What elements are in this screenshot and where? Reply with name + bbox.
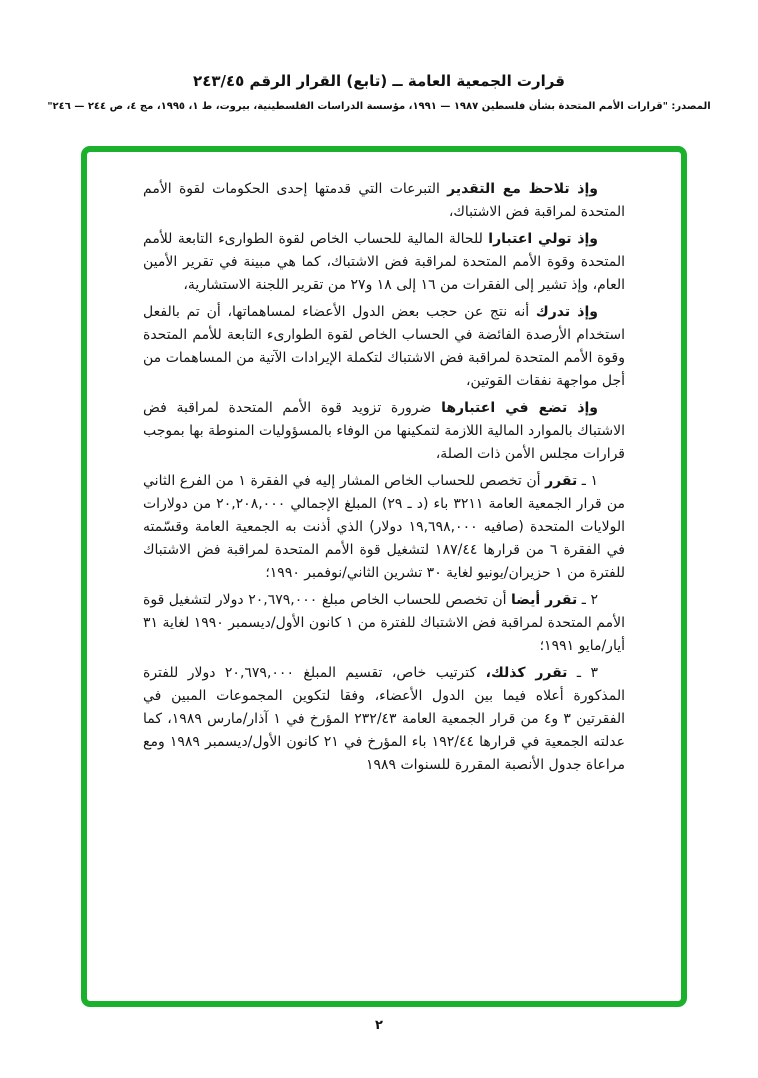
operative-paragraph-3 (143, 662, 625, 777)
paragraph-bearing-in-mind (143, 397, 625, 466)
paragraph-noting (143, 178, 625, 224)
paragraph-text: أن تخصص للحساب الخاص مبلغ ٢٠,٦٧٩,٠٠٠ دولار لتشغيل قوة الأمم المتحدة لمراقبة فض الاشتباك للفترة من ١ كانون الأول/ديسمبر ١٩٩٠ لغاية ٣١ أيار/مايو ١٩٩١؛ (143, 592, 625, 654)
resolution-body (143, 178, 625, 777)
paragraph-text: أن تخصص للحساب الخاص المشار إليه في الفقرة ١ من الفرع الثاني من قرار الجمعية العامة ٣٢١١ باء (د ـ ٢٩) المبلغ الإجمالي ٢٠,٢٠٨,٠٠٠ من دولارات الولايات المتحدة (صافيه ١٩,٦٩٨,٠٠٠ دولار) الذي أذنت به الجمعية العامة وقسّمته في الفقرة ٦ من قرارها ١٨٧/٤٤ لتشغيل قوة الأمم المتحدة لمراقبة فض الاشتباك للفترة من ١ حزيران/يونيو لغاية ٣٠ تشرين الثاني/نوفمبر ١٩٩٠؛ (143, 473, 626, 581)
paragraph-text: للحالة المالية للحساب الخاص لقوة الطوارىء التابعة للأمم المتحدة وقوة الأمم المتحدة لمراقبة فض الاشتباك، كما هي مبينة في تقرير الأمين العام، وإذ تشير إلى الفقرات من ١٦ إلى ١٨ و٢٧ من تقرير اللجنة الاستشارية، (143, 231, 625, 293)
source-citation-line: المصدر: "قرارات الأمم المتحدة بشأن فلسطين ١٩٨٧ — ١٩٩١، مؤسسة الدراسات الفلسطينية، بيروت، ط ١، ١٩٩٥، مج ٤، ص ٢٤٤ — ٢٤٦" (47, 101, 711, 112)
operative-paragraph-1 (143, 470, 625, 585)
paragraph-text: التبرعات التي قدمتها إحدى الحكومات لقوة الأمم المتحدة لمراقبة فض الاشتباك، (143, 181, 625, 220)
page-title: قرارت الجمعية العامة ــ (تابع) القرار الرقم ٢٤٣/٤٥ (193, 72, 565, 90)
paragraph-lead: تقرر أيضا (511, 592, 578, 608)
paragraph-text: ضرورة تزويد قوة الأمم المتحدة لمراقبة فض الاشتباك بالموارد المالية اللازمة لتمكينها من الوفاء بالمسؤوليات المنوطة بها بموجب قرارات مجلس الأمن ذات الصلة، (143, 400, 625, 462)
paragraph-lead: وإذ تلاحظ مع التقدير (447, 181, 598, 197)
paragraph-text: كترتيب خاص، تقسيم المبلغ ٢٠,٦٧٩,٠٠٠ دولار للفترة المذكورة أعلاه فيما بين الدول الأعضاء، وفقا لتكوين المجموعات المبين في الفقرتين ٣ و٤ من قرار الجمعية العامة ٢٣٢/٤٣ المؤرخ في ١ آذار/مارس ١٩٨٩، كما عدلته الجمعية في قرارها ١٩٢/٤٤ باء المؤرخ في ٢١ كانون الأول/ديسمبر ١٩٨٩ ومع مراعاة جدول الأنصبة المقررة للسنوات ١٩٨٩ (143, 665, 625, 773)
paragraph-lead: وإذ تولي اعتبارا (488, 231, 599, 247)
operative-paragraph-2 (143, 589, 625, 658)
paragraph-lead: وإذ تضع في اعتبارها (441, 400, 598, 416)
item-number: ٢ ـ (577, 592, 598, 608)
item-number: ١ ـ (577, 473, 598, 489)
resolution-text-box (81, 146, 687, 1007)
paragraph-recognizing (143, 301, 625, 393)
paragraph-text: أنه نتج عن حجب بعض الدول الأعضاء لمساهماتها، أن تم بالفعل استخدام الأرصدة الفائضة في الحساب الخاص لقوة الطوارىء التابعة للأمم المتحدة وقوة الأمم المتحدة لمراقبة فض الاشتباك لتكملة الإيرادات الآتية من المساهمات من أجل مواجهة نفقات القوتين، (143, 304, 625, 389)
paragraph-taking-into-consideration (143, 228, 625, 297)
paragraph-lead: تقرر (545, 473, 578, 489)
page-number: ٢ (375, 1018, 383, 1033)
paragraph-lead: تقرر كذلك، (485, 665, 568, 681)
paragraph-lead: وإذ تدرك (535, 304, 598, 320)
item-number: ٣ ـ (567, 665, 598, 681)
